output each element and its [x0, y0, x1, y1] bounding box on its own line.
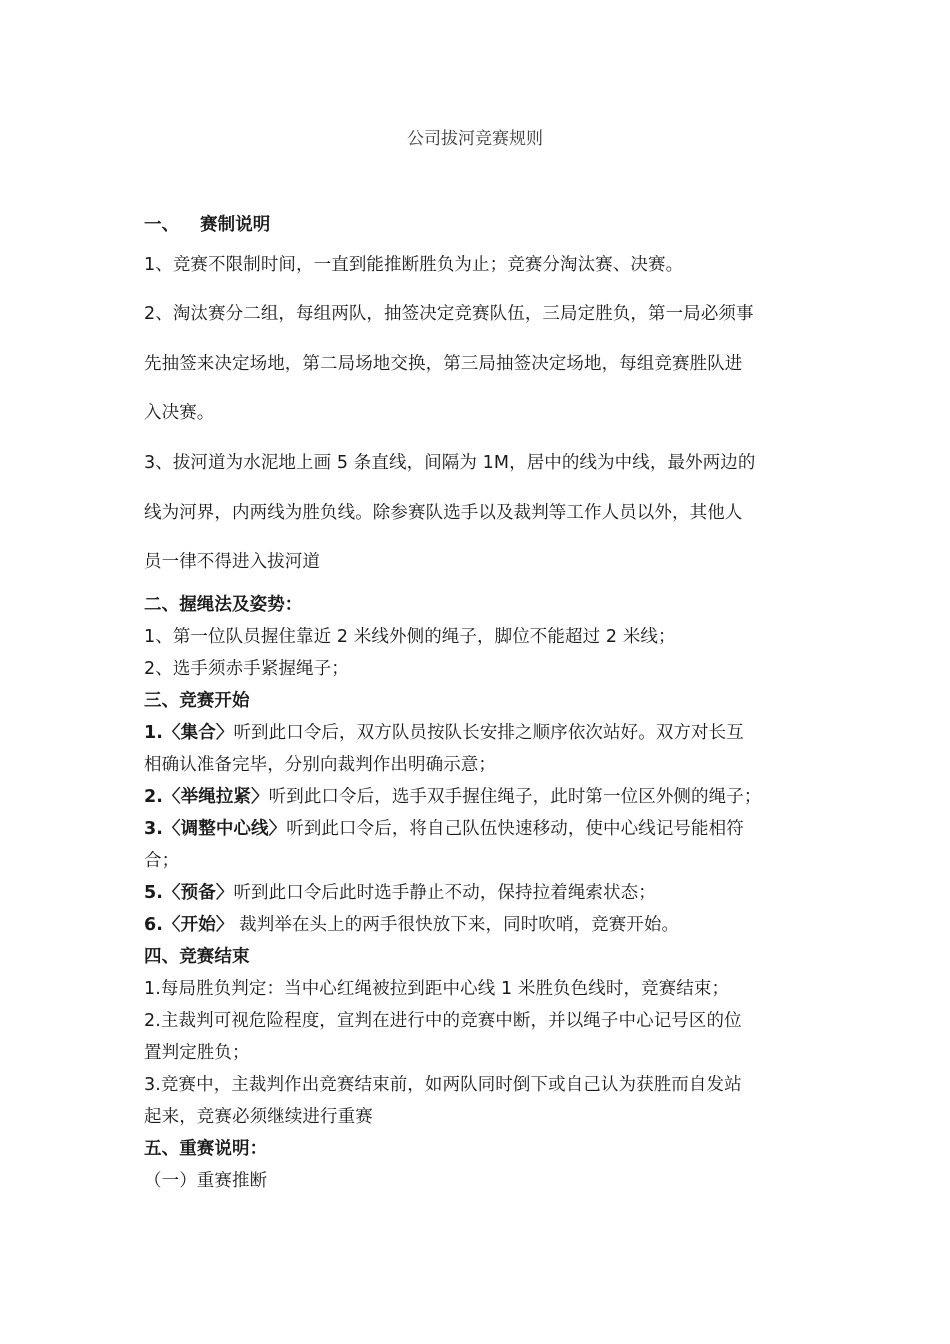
paragraph: 线为河界，内两线为胜负线。除参赛队选手以及裁判等工作人员以外，其他人	[144, 503, 743, 523]
section-heading: 四、竞赛结束	[144, 947, 250, 967]
paragraph: 入决赛。	[144, 403, 215, 423]
paragraph: 1、竞赛不限制时间，一直到能推断胜负为止；竞赛分淘汰赛、决赛。	[144, 255, 684, 275]
list-item	[144, 785, 816, 809]
item-text: 听到此口令后，选手双手握住绳子，此时第一位区外侧的绳子；	[268, 787, 762, 807]
section-heading: 三、竞赛开始	[144, 691, 250, 711]
list-item	[144, 913, 816, 937]
paragraph: 1、第一位队员握住靠近 2 米线外侧的绳子，脚位不能超过 2 米线；	[144, 627, 676, 647]
page-title: 公司拔河竞赛规则	[407, 129, 543, 149]
section-heading: 五、重赛说明：	[144, 1139, 268, 1159]
section-number: 一、	[144, 215, 180, 235]
paragraph: 2、选手须赤手紧握绳子；	[144, 659, 349, 679]
item-label: 3.〈调整中心线〉	[144, 819, 287, 839]
item-label: 5.〈预备〉	[144, 883, 234, 903]
item-text: 裁判举在头上的两手很快放下来，同时吹哨，竞赛开始。	[233, 915, 680, 935]
list-item	[144, 721, 816, 745]
item-label: 6.〈开始〉	[144, 915, 234, 935]
list-item	[144, 881, 816, 905]
paragraph: 员一律不得进入拔河道	[144, 552, 320, 572]
item-label: 2.〈举绳拉紧〉	[144, 787, 269, 807]
section-heading	[144, 213, 816, 237]
paragraph: 1.每局胜负判定：当中心红绳被拉到距中心线 1 米胜负色线时，竞赛结束；	[144, 979, 730, 999]
paragraph: 2.主裁判可视危险程度，宣判在进行中的竞赛中断，并以绳子中心记号区的位	[144, 1011, 742, 1031]
paragraph: 3、拔河道为水泥地上画 5 条直线，间隔为 1M，居中的线为中线，最外两边的	[144, 453, 756, 473]
paragraph: 3.竞赛中，主裁判作出竞赛结束前，如两队同时倒下或自己认为获胜而自发站	[144, 1075, 742, 1095]
item-text: 听到此口令后，将自己队伍快速移动，使中心线记号能相符	[286, 819, 744, 839]
subsection-heading: （一）重赛推断	[144, 1171, 268, 1191]
section-heading: 二、握绳法及姿势：	[144, 595, 303, 615]
item-label: 1.〈集合〉	[144, 723, 234, 743]
paragraph: 2、淘汰赛分二组，每组两队，抽签决定竞赛队伍，三局定胜负，第一局必须事	[144, 304, 754, 324]
paragraph: 起来，竞赛必须继续进行重赛	[144, 1107, 373, 1127]
section-title: 赛制说明	[200, 215, 271, 235]
list-item	[144, 817, 816, 841]
paragraph: 合；	[144, 851, 180, 871]
item-text: 听到此口令后此时选手静止不动，保持拉着绳索状态；	[233, 883, 656, 903]
paragraph: 置判定胜负；	[144, 1043, 250, 1063]
paragraph: 相确认准备完毕，分别向裁判作出明确示意；	[144, 755, 496, 775]
item-text: 听到此口令后，双方队员按队长安排之顺序依次站好。双方对长互	[233, 723, 744, 743]
paragraph: 先抽签来决定场地，第二局场地交换，第三局抽签决定场地，每组竞赛胜队进	[144, 354, 743, 374]
